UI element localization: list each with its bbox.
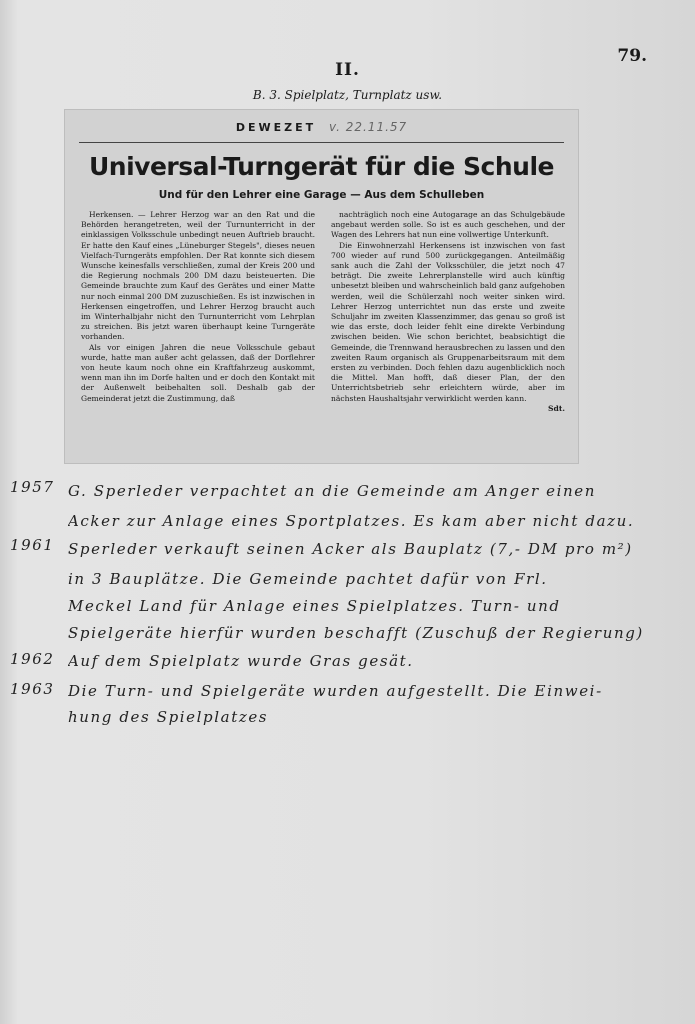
note-line: Spielgeräte hierfür wurden beschafft (Zuschuß der Regierung) — [68, 624, 644, 642]
article-signature: Sdt. — [548, 403, 565, 413]
note-line: hung des Spielplatzes — [68, 708, 269, 726]
note-year: 1963 — [10, 680, 55, 698]
note-year: 1957 — [10, 478, 55, 496]
article-paragraph: Herkensen. — Lehrer Herzog war an den Rat und die Behörden herangetreten, weil der Turnunterricht in der einklassigen Volksschule unbedingt neuen Auftrieb braucht. Er hatte den Kauf eines „Lüneburger Stegels", dieses neuen Vielfach-Turngeräts empfohlen. Der Rat konnte sich diesem Wunsche keinesfalls verschließen, zumal der Kreis 200 und die Regierung nochmals 200 DM dazu beisteuerten. Die Gemeinde brauchte zum Kauf des Gerätes und einer Matte nur noch einmal 200 DM zuzuschießen. Es ist inzwischen in Herkensen eingetroffen, und Lehrer Herzog braucht auch im Winterhalbjahr nicht den Turnunterricht vom Lehrplan zu streichen. Bis jetzt waren überhaupt keine Turngeräte vorhanden. — [81, 210, 315, 342]
note-year: 1962 — [10, 650, 55, 668]
note-line: Sperleder verkauft seinen Acker als Bauplatz (7,- DM pro m²) — [68, 540, 633, 558]
note-line: Auf dem Spielplatz wurde Gras gesät. — [68, 652, 414, 670]
page-number: 79. — [617, 46, 647, 66]
masthead-rule — [79, 142, 564, 143]
newspaper-name: DEWEZET — [235, 121, 317, 134]
handwritten-notes — [0, 470, 695, 730]
clipping-masthead — [65, 120, 578, 134]
chapter-heading: II. — [335, 60, 360, 80]
note-line: Acker zur Anlage eines Sportplatzes. Es kam aber nicht dazu. — [68, 512, 635, 530]
note-line: Meckel Land für Anlage eines Spielplatzes. Turn- und — [68, 597, 561, 615]
note-line: in 3 Bauplätze. Die Gemeinde pachtet dafür von Frl. — [68, 570, 548, 588]
section-heading: B. 3. Spielplatz, Turnplatz usw. — [252, 88, 443, 102]
note-line: Die Turn- und Spielgeräte wurden aufgestellt. Die Einwei- — [68, 682, 603, 700]
article-column-left — [81, 210, 315, 458]
note-year: 1961 — [10, 536, 55, 554]
article-paragraph: Die Einwohnerzahl Herkensens ist inzwischen von fast 700 wieder auf rund 500 zurückgegangen. Anteilmäßig sank auch die Zahl der Volksschüler, die jetzt noch 47 beträgt. Die zweite Lehrerplanstelle wird auch künftig unbesetzt bleiben und wahrscheinlich bald ganz aufgehoben werden, weil die Schülerzahl noch weiter sinken wird. Lehrer Herzog unterrichtet nun das erste und zweite Schuljahr im zweiten Klassenzimmer, das genau so groß ist wie das erste, doch leider fehlt eine direkte Verbindung zwischen beiden. Wie schon berichtet, beabsichtigt die Gemeinde, die Trennwand herausbrechen zu lassen und den zweiten Raum organisch als Gruppenarbeitsraum mit dem ersten zu verbinden. Doch fehlen dazu augenblicklich noch die Mittel. Man hofft, daß dieser Plan, der den Unterrichtsbetrieb sehr erleichtern würde, aber im nächsten Haushaltsjahr verwirklicht werden kann. — [331, 240, 565, 403]
article-column-right — [331, 210, 565, 458]
article-columns — [81, 210, 565, 458]
pencil-date-note: v. 22.11.57 — [328, 120, 408, 134]
article-paragraph: Als vor einigen Jahren die neue Volksschule gebaut wurde, hatte man außer acht gelassen, daß der Dorflehrer von heute kaum noch ohne ein Kraftfahrzeug auskommt, wenn man ihn im Dorfe halten und er doch den Kontakt mit der Außenwelt beibehalten soll. Deshalb gab der Gemeinderat jetzt die Zustimmung, daß — [81, 342, 315, 403]
newspaper-clipping — [65, 110, 578, 463]
clipping-headline: Universal-Turngerät für die Schule — [89, 152, 554, 181]
clipping-subheadline: Und für den Lehrer eine Garage — Aus dem Schulleben — [158, 189, 485, 201]
note-line: G. Sperleder verpachtet an die Gemeinde am Anger einen — [68, 482, 597, 500]
article-paragraph: nachträglich noch eine Autogarage an das Schulgebäude angebaut werden solle. So ist es auch geschehen, und der Wagen des Lehrers hat nun eine vollwertige Unterkunft. — [331, 210, 565, 240]
